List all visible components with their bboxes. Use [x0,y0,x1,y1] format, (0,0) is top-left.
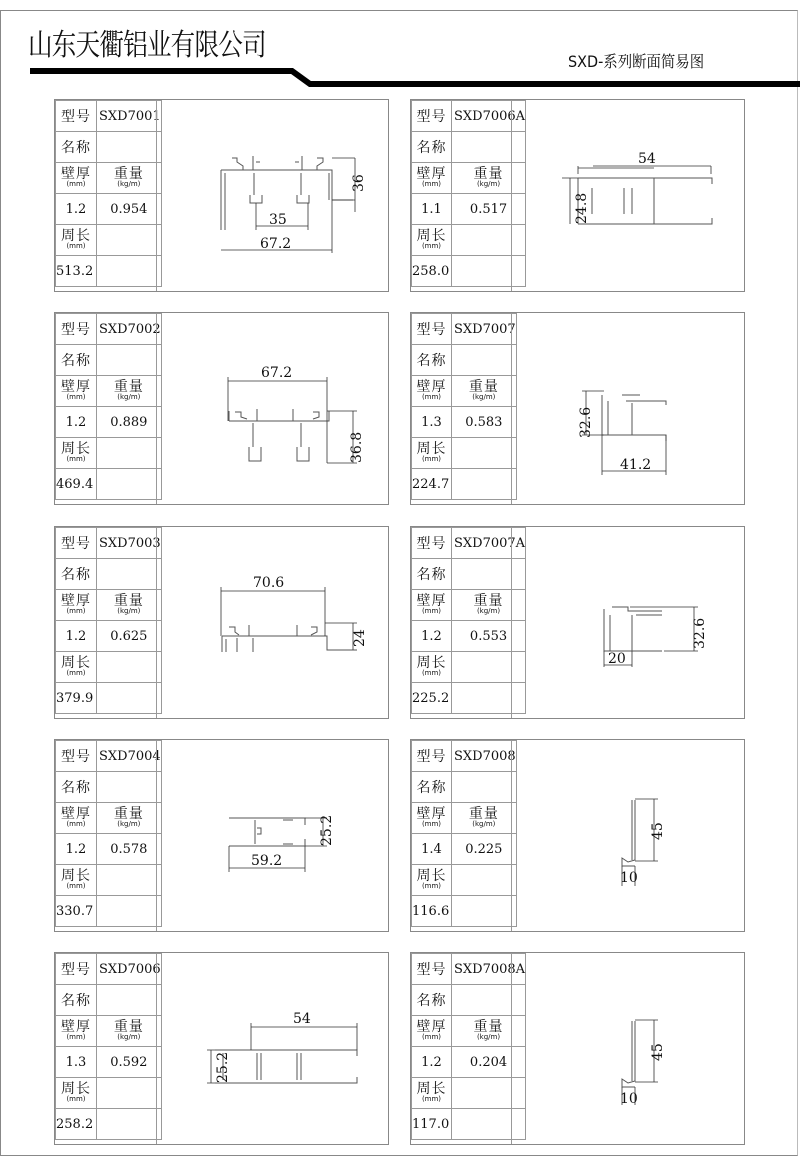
label-perimeter: 周长 (mm) [56,438,97,469]
label-wall-thickness: 壁厚 (mm) [56,590,97,621]
label-name: 名称 [56,132,97,163]
model-value: SXD7008 [452,741,517,772]
spec-table [55,527,162,714]
label-name: 名称 [56,772,97,803]
dimension-label: 35 [269,212,287,228]
dimension-label: 20 [608,651,626,667]
weight-value: 0.225 [452,834,517,865]
perimeter-value: 469.4 [56,469,97,500]
dimension-label: 24 [352,629,368,647]
name-value [97,132,162,163]
model-value: SXD7007 [452,314,517,345]
spec-table [55,953,162,1140]
spec-table [55,100,162,287]
profile-cross-section-drawing [156,740,389,931]
wall-thickness-value: 1.2 [56,621,97,652]
label-perimeter: 周长 (mm) [56,225,97,256]
weight-value: 0.578 [97,834,162,865]
perimeter-value: 379.9 [56,683,97,714]
profile-diagram [157,527,389,718]
label-name: 名称 [412,345,452,376]
profile-diagram [512,740,745,931]
document-subtitle: SXD-系列断面简易图 [568,52,705,71]
wall-thickness-value: 1.2 [56,194,97,225]
empty-cell [97,225,162,256]
label-weight: 重量 (kg/m) [452,1016,526,1047]
profile-cross-section-drawing [511,313,745,504]
label-wall-thickness: 壁厚 (mm) [412,376,452,407]
label-name: 名称 [412,772,452,803]
dimension-label: 10 [620,1091,638,1107]
weight-value: 0.592 [97,1047,162,1078]
profile-diagram [157,953,389,1144]
profile-panel [54,739,389,932]
profile-diagram [512,100,745,291]
model-value: SXD7008A [452,954,526,985]
label-perimeter: 周长 (mm) [56,1078,97,1109]
label-model: 型号 [412,954,452,985]
name-value [97,345,162,376]
label-wall-thickness: 壁厚 (mm) [56,376,97,407]
perimeter-value: 513.2 [56,256,97,287]
spec-table [411,740,517,927]
name-value [97,559,162,590]
name-value [452,772,517,803]
empty-cell [97,652,162,683]
dimension-label: 54 [293,1011,311,1027]
label-weight: 重量 (kg/m) [97,1016,162,1047]
empty-cell [97,256,162,287]
wall-thickness-value: 1.2 [56,407,97,438]
wall-thickness-value: 1.4 [412,834,452,865]
weight-value: 0.517 [452,194,526,225]
profile-panel [54,952,389,1145]
weight-value: 0.889 [97,407,162,438]
label-perimeter: 周长 (mm) [56,865,97,896]
profile-panel [410,952,745,1145]
label-model: 型号 [412,101,452,132]
wall-thickness-value: 1.2 [412,1047,452,1078]
empty-cell [97,438,162,469]
label-model: 型号 [56,954,97,985]
header-rule [0,0,800,100]
label-wall-thickness: 壁厚 (mm) [412,163,452,194]
label-perimeter: 周长 (mm) [56,652,97,683]
profile-cross-section-drawing [156,100,389,291]
company-name: 山东天衢铝业有限公司 [28,28,266,63]
wall-thickness-value: 1.2 [412,621,452,652]
label-name: 名称 [56,345,97,376]
profile-diagram [157,313,389,504]
dimension-label: 25.2 [319,814,335,846]
label-wall-thickness: 壁厚 (mm) [56,1016,97,1047]
perimeter-value: 330.7 [56,896,97,927]
label-name: 名称 [412,132,452,163]
profile-diagram [512,527,745,718]
profile-cross-section-drawing [156,953,389,1144]
weight-value: 0.204 [452,1047,526,1078]
model-value: SXD7002 [97,314,162,345]
dimension-label: 10 [620,870,638,886]
label-weight: 重量 (kg/m) [452,590,526,621]
empty-cell [452,865,517,896]
weight-value: 0.553 [452,621,526,652]
profile-diagram [157,740,389,931]
empty-cell [97,1078,162,1109]
profile-panel [410,739,745,932]
label-weight: 重量 (kg/m) [97,590,162,621]
label-weight: 重量 (kg/m) [452,163,526,194]
profile-diagram [512,313,745,504]
model-value: SXD7006A [452,101,526,132]
perimeter-value: 258.0 [412,256,452,287]
profile-diagram [157,100,389,291]
name-value [97,772,162,803]
weight-value: 0.954 [97,194,162,225]
label-weight: 重量 (kg/m) [452,803,517,834]
label-name: 名称 [412,559,452,590]
label-model: 型号 [412,314,452,345]
model-value: SXD7006 [97,954,162,985]
label-wall-thickness: 壁厚 (mm) [56,163,97,194]
dimension-label: 67.2 [261,365,293,381]
wall-thickness-value: 1.2 [56,834,97,865]
empty-cell [452,896,517,927]
perimeter-value: 117.0 [412,1109,452,1140]
perimeter-value: 116.6 [412,896,452,927]
label-model: 型号 [56,741,97,772]
label-model: 型号 [56,101,97,132]
weight-value: 0.625 [97,621,162,652]
dimension-label: 70.6 [253,575,285,591]
label-perimeter: 周长 (mm) [412,438,452,469]
empty-cell [97,469,162,500]
name-value [97,985,162,1016]
empty-cell [97,1109,162,1140]
model-value: SXD7007A [452,528,526,559]
spec-table [55,313,162,500]
label-model: 型号 [56,528,97,559]
empty-cell [97,896,162,927]
dimension-label: 41.2 [620,457,652,473]
label-model: 型号 [56,314,97,345]
label-weight: 重量 (kg/m) [452,376,517,407]
wall-thickness-value: 1.3 [412,407,452,438]
empty-cell [452,438,517,469]
spec-table [411,527,526,714]
label-wall-thickness: 壁厚 (mm) [412,1016,452,1047]
spec-table [411,953,526,1140]
label-wall-thickness: 壁厚 (mm) [412,803,452,834]
weight-value: 0.583 [452,407,517,438]
empty-cell [97,865,162,896]
label-model: 型号 [412,528,452,559]
wall-thickness-value: 1.3 [56,1047,97,1078]
perimeter-value: 225.2 [412,683,452,714]
label-wall-thickness: 壁厚 (mm) [56,803,97,834]
label-perimeter: 周长 (mm) [412,225,452,256]
label-weight: 重量 (kg/m) [97,163,162,194]
perimeter-value: 258.2 [56,1109,97,1140]
dimension-label: 45 [650,822,666,840]
label-perimeter: 周长 (mm) [412,1078,452,1109]
profile-cross-section-drawing [511,100,745,291]
profile-cross-section-drawing [156,527,389,718]
dimension-label: 32.6 [578,406,594,438]
model-value: SXD7004 [97,741,162,772]
label-name: 名称 [56,985,97,1016]
empty-cell [97,683,162,714]
dimension-label: 25.2 [215,1051,231,1083]
label-perimeter: 周长 (mm) [412,652,452,683]
profile-panel [410,526,745,719]
dimension-label: 67.2 [260,236,292,252]
label-wall-thickness: 壁厚 (mm) [412,590,452,621]
spec-table [55,740,162,927]
label-name: 名称 [412,985,452,1016]
dimension-label: 59.2 [251,853,283,869]
dimension-label: 24.8 [574,192,590,224]
label-perimeter: 周长 (mm) [412,865,452,896]
profile-cross-section-drawing [511,527,745,718]
spec-table [411,313,517,500]
model-value: SXD7001 [97,101,162,132]
wall-thickness-value: 1.1 [412,194,452,225]
profile-cross-section-drawing [511,740,745,931]
dimension-label: 54 [638,151,656,167]
label-model: 型号 [412,741,452,772]
label-weight: 重量 (kg/m) [97,803,162,834]
dimension-label: 32.6 [692,617,708,649]
label-weight: 重量 (kg/m) [97,376,162,407]
profile-panel [54,526,389,719]
dimension-label: 36 [351,174,367,192]
profile-diagram [512,953,745,1144]
profile-cross-section-drawing [511,953,745,1144]
spec-table [411,100,526,287]
profile-cross-section-drawing [156,313,389,504]
perimeter-value: 224.7 [412,469,452,500]
name-value [452,345,517,376]
profile-panel [410,99,745,292]
empty-cell [452,469,517,500]
dimension-label: 45 [650,1043,666,1061]
profile-panel [54,99,389,292]
profile-panel [54,312,389,505]
label-name: 名称 [56,559,97,590]
profile-panel [410,312,745,505]
model-value: SXD7003 [97,528,162,559]
dimension-label: 36.8 [349,431,365,463]
